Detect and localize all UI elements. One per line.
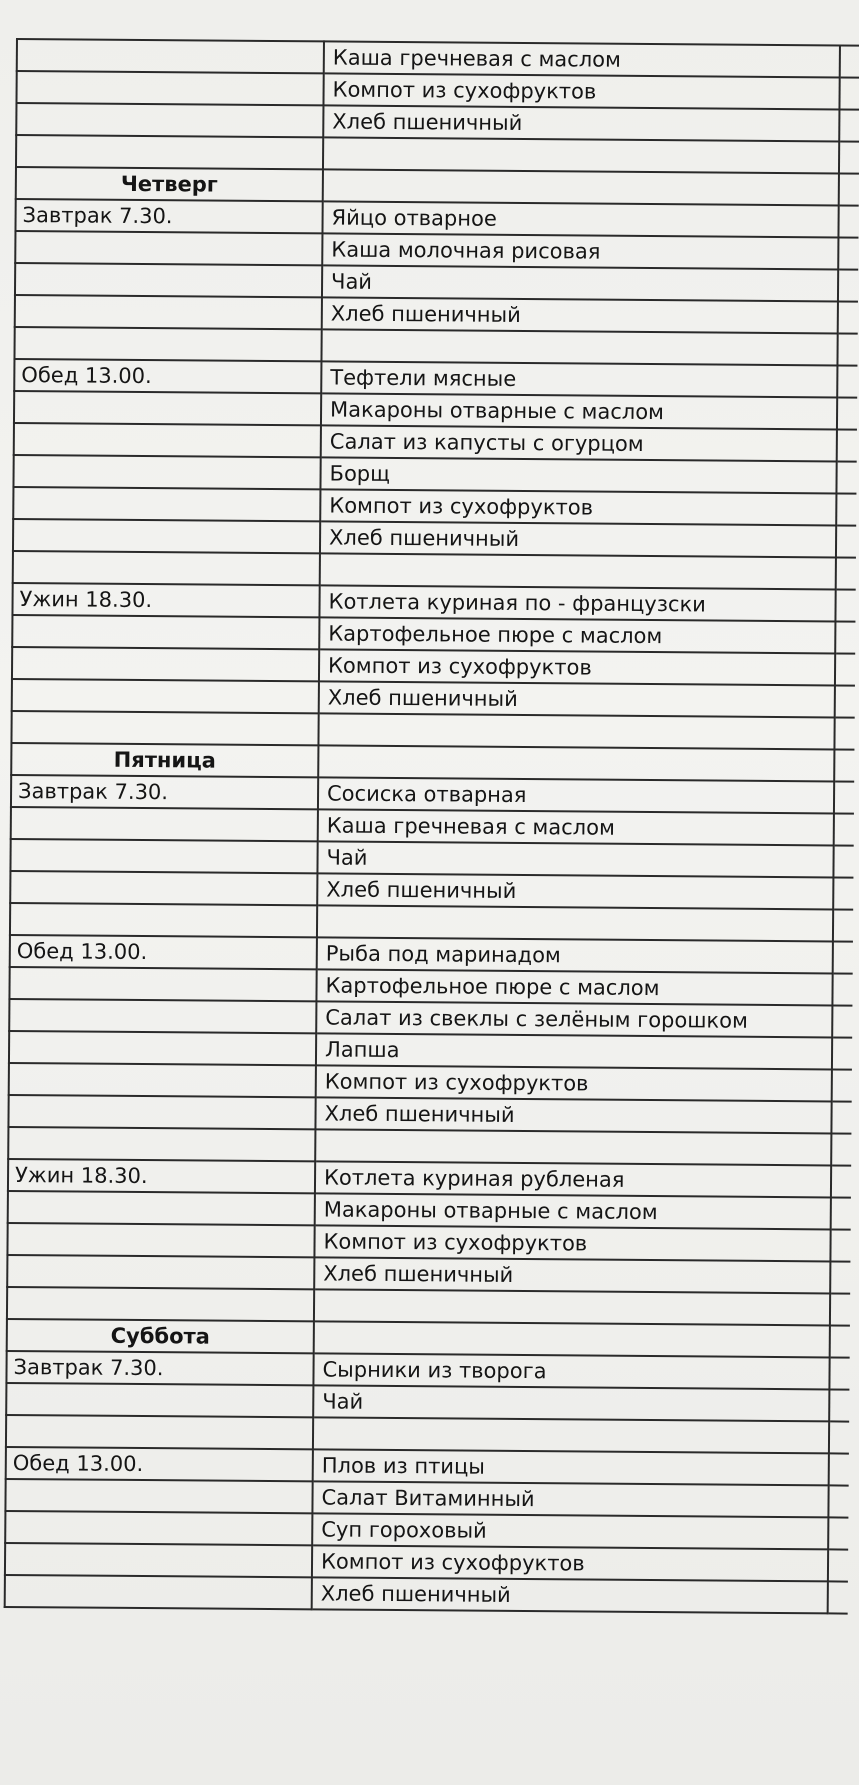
edge-column-cell: [830, 1229, 850, 1261]
dish-cell: [320, 553, 836, 589]
dish-cell: [318, 713, 834, 749]
meal-time-cell: [15, 263, 322, 297]
meal-time-cell: [7, 1255, 314, 1289]
meal-time-cell: [5, 1511, 312, 1545]
edge-column-cell: [838, 205, 858, 237]
edge-column-cell: [833, 845, 853, 877]
edge-column-cell: [839, 109, 859, 141]
dish-cell: Каша гречневая с маслом: [318, 809, 834, 845]
dish-cell: Хлеб пшеничный: [319, 681, 835, 717]
dish-cell: [314, 1289, 830, 1325]
dish-cell: Рыба под маринадом: [317, 937, 833, 973]
edge-column-cell: [839, 77, 859, 109]
meal-time-cell: Завтрак 7.30.: [6, 1351, 313, 1385]
dish-cell: Компот из сухофруктов: [316, 1065, 832, 1101]
edge-column-cell: [833, 941, 853, 973]
meal-time-cell: Ужин 18.30.: [8, 1159, 315, 1193]
meal-time-cell: [11, 807, 318, 841]
meal-time-cell: [7, 1223, 314, 1257]
dish-cell: Салат Витаминный: [312, 1481, 828, 1517]
edge-column-cell: [831, 1165, 851, 1197]
meal-time-cell: [13, 551, 320, 585]
meal-time-cell: [7, 1287, 314, 1321]
edge-column-cell: [835, 685, 855, 717]
day-name: Пятница: [11, 743, 318, 777]
dish-cell: [323, 137, 839, 173]
edge-column-cell: [834, 749, 854, 781]
dish-cell: Картофельное пюре с маслом: [316, 969, 832, 1005]
dish-cell: Каша молочная рисовая: [322, 233, 838, 269]
meal-time-cell: Ужин 18.30.: [12, 583, 319, 617]
meal-time-cell: Обед 13.00.: [6, 1447, 313, 1481]
meal-time-cell: [6, 1415, 313, 1449]
edge-column-cell: [828, 1517, 848, 1549]
meal-time-cell: [15, 231, 322, 265]
meal-time-cell: [12, 679, 319, 713]
meal-time-cell: [17, 39, 324, 73]
meal-time-cell: Завтрак 7.30.: [11, 775, 318, 809]
dish-cell: Хлеб пшеничный: [315, 1097, 831, 1133]
meal-time-cell: [11, 711, 318, 745]
dish-cell: Каша гречневая с маслом: [324, 41, 840, 77]
dish-cell: [314, 1321, 830, 1357]
table-row: [5, 1575, 848, 1614]
edge-column-cell: [832, 1069, 852, 1101]
day-name: Четверг: [16, 167, 323, 201]
meal-time-cell: [14, 391, 321, 425]
dish-cell: [318, 745, 834, 781]
edge-column-cell: [835, 621, 855, 653]
edge-column-cell: [832, 1005, 852, 1037]
meal-time-cell: [5, 1479, 312, 1513]
day-name: Суббота: [7, 1319, 314, 1353]
edge-column-cell: [832, 973, 852, 1005]
meal-time-cell: [12, 615, 319, 649]
dish-cell: Компот из сухофруктов: [323, 73, 839, 109]
meal-time-cell: [8, 1127, 315, 1161]
dish-cell: Компот из сухофруктов: [319, 649, 835, 685]
dish-cell: Картофельное пюре с маслом: [319, 617, 835, 653]
dish-cell: [321, 329, 837, 365]
dish-cell: Котлета куриная рубленая: [315, 1161, 831, 1197]
edge-column-cell: [831, 1101, 851, 1133]
dish-cell: Хлеб пшеничный: [320, 521, 836, 557]
meal-time-cell: [16, 71, 323, 105]
meal-time-cell: [8, 1191, 315, 1225]
dish-cell: Хлеб пшеничный: [312, 1577, 828, 1613]
meal-time-cell: [9, 1031, 316, 1065]
edge-column-cell: [838, 237, 858, 269]
dish-cell: Яйцо отварное: [322, 201, 838, 237]
dish-cell: Хлеб пшеничный: [322, 297, 838, 333]
meal-time-cell: [15, 295, 322, 329]
edge-column-cell: [839, 141, 859, 173]
meal-time-cell: [13, 455, 320, 489]
dish-cell: Сырники из творога: [313, 1353, 829, 1389]
edge-column-cell: [830, 1293, 850, 1325]
edge-column-cell: [831, 1197, 851, 1229]
menu-table-body: [5, 39, 859, 1614]
dish-cell: Компот из сухофруктов: [314, 1225, 830, 1261]
dish-cell: Компот из сухофруктов: [320, 489, 836, 525]
meal-time-cell: [10, 903, 317, 937]
edge-column-cell: [839, 173, 859, 205]
dish-cell: Плов из птицы: [313, 1449, 829, 1485]
meal-time-cell: [16, 103, 323, 137]
dish-cell: [317, 905, 833, 941]
meal-time-cell: [9, 999, 316, 1033]
edge-column-cell: [830, 1325, 850, 1357]
edge-column-cell: [835, 653, 855, 685]
meal-time-cell: [12, 647, 319, 681]
dish-cell: [323, 169, 839, 205]
dish-cell: Лапша: [316, 1033, 832, 1069]
dish-cell: Макароны отварные с маслом: [315, 1193, 831, 1229]
dish-cell: Макароны отварные с маслом: [321, 393, 837, 429]
dish-cell: Чай: [317, 841, 833, 877]
edge-column-cell: [831, 1133, 851, 1165]
edge-column-cell: [833, 877, 853, 909]
dish-cell: Компот из сухофруктов: [312, 1545, 828, 1581]
meal-time-cell: [10, 839, 317, 873]
meal-time-cell: [9, 967, 316, 1001]
meal-time-cell: [9, 1063, 316, 1097]
edge-column-cell: [837, 333, 857, 365]
dish-cell: Чай: [313, 1385, 829, 1421]
meal-time-cell: Завтрак 7.30.: [15, 199, 322, 233]
edge-column-cell: [828, 1581, 848, 1613]
dish-cell: Котлета куриная по - французски: [319, 585, 835, 621]
meal-time-cell: [8, 1095, 315, 1129]
meal-time-cell: [13, 487, 320, 521]
edge-column-cell: [837, 397, 857, 429]
dish-cell: Хлеб пшеничный: [317, 873, 833, 909]
dish-cell: Салат из капусты с огурцом: [321, 425, 837, 461]
edge-column-cell: [836, 525, 856, 557]
edge-column-cell: [837, 429, 857, 461]
dish-cell: Суп гороховый: [312, 1513, 828, 1549]
menu-table: [4, 38, 859, 1615]
meal-time-cell: [5, 1543, 312, 1577]
edge-column-cell: [834, 781, 854, 813]
meal-time-cell: Обед 13.00.: [14, 359, 321, 393]
edge-column-cell: [828, 1485, 848, 1517]
edge-column-cell: [834, 717, 854, 749]
edge-column-cell: [837, 365, 857, 397]
meal-time-cell: [10, 871, 317, 905]
edge-column-cell: [835, 589, 855, 621]
edge-column-cell: [836, 557, 856, 589]
dish-cell: Салат из свеклы с зелёным горошком: [316, 1001, 832, 1037]
meal-time-cell: [6, 1383, 313, 1417]
edge-column-cell: [830, 1261, 850, 1293]
dish-cell: Сосиска отварная: [318, 777, 834, 813]
meal-time-cell: [16, 135, 323, 169]
edge-column-cell: [829, 1357, 849, 1389]
dish-cell: Хлеб пшеничный: [323, 105, 839, 141]
meal-time-cell: [5, 1575, 312, 1609]
edge-column-cell: [834, 813, 854, 845]
dish-cell: Чай: [322, 265, 838, 301]
meal-time-cell: [14, 423, 321, 457]
edge-column-cell: [833, 909, 853, 941]
edge-column-cell: [840, 45, 859, 77]
edge-column-cell: [829, 1421, 849, 1453]
dish-cell: [315, 1129, 831, 1165]
edge-column-cell: [836, 461, 856, 493]
meal-time-cell: [14, 327, 321, 361]
edge-column-cell: [836, 493, 856, 525]
edge-column-cell: [828, 1549, 848, 1581]
edge-column-cell: [829, 1453, 849, 1485]
dish-cell: Тефтели мясные: [321, 361, 837, 397]
edge-column-cell: [838, 301, 858, 333]
dish-cell: Борщ: [320, 457, 836, 493]
meal-time-cell: [13, 519, 320, 553]
edge-column-cell: [832, 1037, 852, 1069]
edge-column-cell: [838, 269, 858, 301]
edge-column-cell: [829, 1389, 849, 1421]
dish-cell: Хлеб пшеничный: [314, 1257, 830, 1293]
meal-time-cell: Обед 13.00.: [10, 935, 317, 969]
dish-cell: [313, 1417, 829, 1453]
